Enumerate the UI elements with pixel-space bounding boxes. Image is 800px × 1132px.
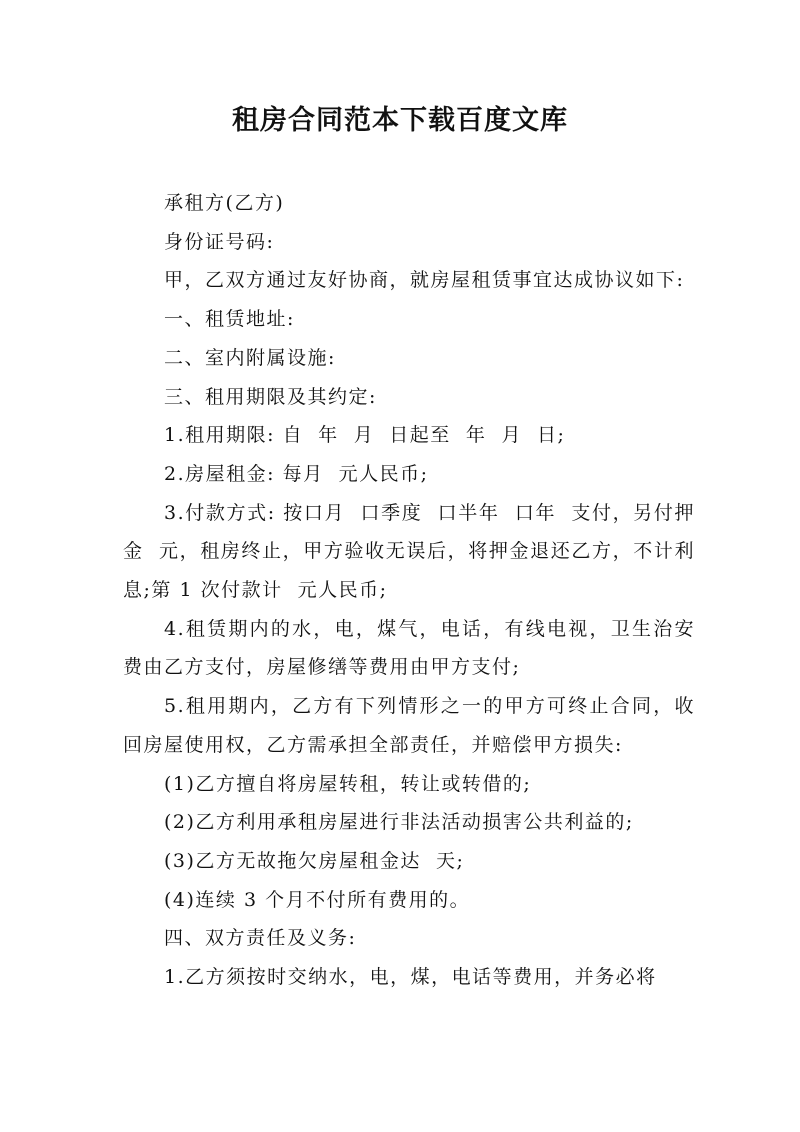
- paragraph-term: 1.租用期限: 自 年 月 日起至 年 月 日;: [164, 424, 566, 447]
- paragraph-rent: 2.房屋租金: 每月 元人民币;: [164, 462, 429, 485]
- paragraph-clause-1: (1)乙方擅自将房屋转租，转让或转借的;: [164, 772, 532, 795]
- paragraph-section-3: 三、租用期限及其约定:: [164, 385, 377, 408]
- paragraph-clause-4: (4)连续 3 个月不付所有费用的。: [164, 888, 471, 911]
- paragraph-section-2: 二、室内附属设施:: [164, 346, 336, 369]
- paragraph-section-1: 一、租赁地址:: [164, 308, 295, 331]
- paragraph-lessee: 承租方(乙方): [164, 192, 285, 214]
- paragraph-clause-2: (2)乙方利用承租房屋进行非法活动损害公共利益的;: [164, 811, 634, 834]
- paragraph-id-number: 身份证号码:: [164, 230, 275, 253]
- paragraph-duty-1: 1.乙方须按时交纳水，电，煤，电话等费用，并务必将: [164, 966, 657, 989]
- paragraph-utilities: 4.租赁期内的水，电，煤气，电话，有线电视，卫生治安费由乙方支付，房屋修缮等费用由甲方支付;: [123, 617, 695, 679]
- document-body: [123, 184, 695, 997]
- document-title: 租房合同范本下载百度文库: [232, 105, 568, 136]
- paragraph-payment: 3.付款方式: 按口月 口季度 口半年 口年 支付，另付押金 元，租房终止，甲方验收无误后，将押金退还乙方，不计利息;第 1 次付款计 元人民币;: [123, 501, 695, 602]
- paragraph-termination: 5.租用期内，乙方有下列情形之一的甲方可终止合同，收回房屋使用权，乙方需承担全部责任，并赔偿甲方损失:: [123, 695, 695, 756]
- paragraph-agreement-intro: 甲，乙双方通过友好协商，就房屋租赁事宜达成协议如下:: [164, 269, 685, 292]
- paragraph-section-4: 四、双方责任及义务:: [164, 927, 357, 950]
- paragraph-clause-3: (3)乙方无故拖欠房屋租金达 天;: [164, 849, 465, 872]
